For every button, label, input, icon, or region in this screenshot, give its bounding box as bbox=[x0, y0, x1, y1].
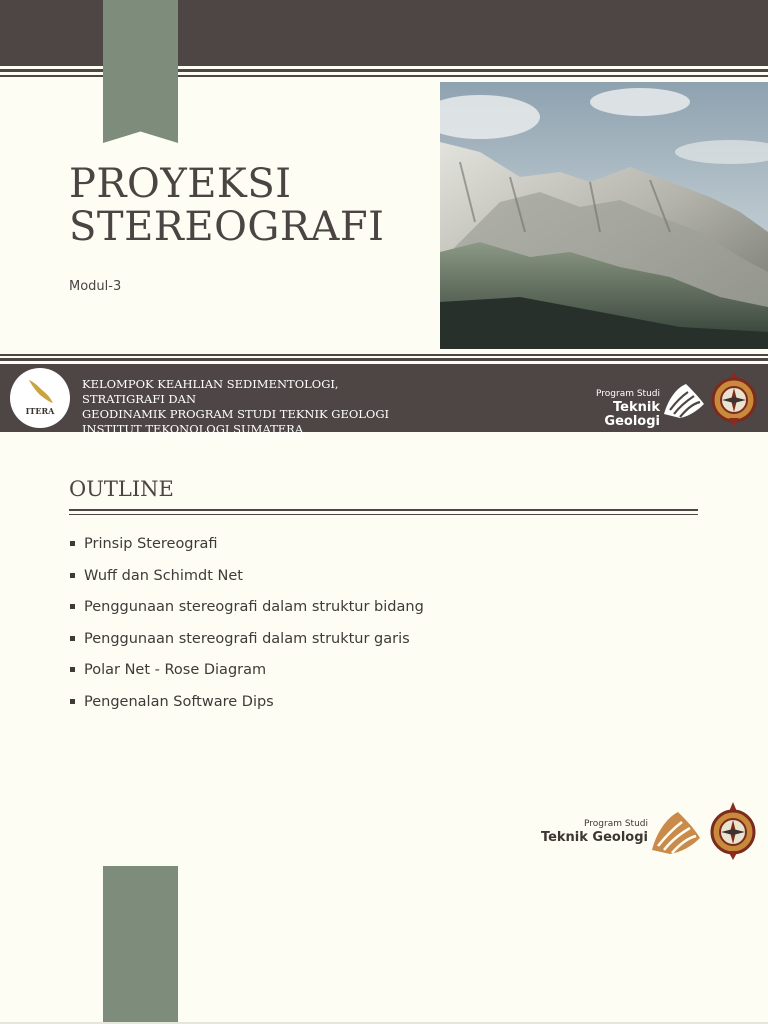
itera-logo bbox=[10, 368, 70, 428]
program-label-dark: Program Studi Teknik Geologi bbox=[540, 819, 648, 845]
list-item: Pengenalan Software Dips bbox=[70, 692, 430, 712]
outline-heading: OUTLINE bbox=[69, 477, 174, 501]
bookmark-ribbon-bottom bbox=[103, 866, 178, 1024]
list-item: Penggunaan stereografi dalam struktur garis bbox=[70, 629, 430, 649]
footer-rule-bottom bbox=[0, 358, 768, 361]
sumatra-map-icon bbox=[26, 376, 56, 406]
compass-emblem-icon bbox=[709, 371, 759, 427]
outline-list bbox=[70, 534, 430, 723]
slide-subtitle: Modul-3 bbox=[69, 279, 122, 294]
compass-emblem-icon bbox=[708, 802, 758, 860]
list-item: Wuff dan Schimdt Net bbox=[70, 566, 430, 586]
slide-title: PROYEKSI STEREOGRAFI bbox=[69, 161, 385, 250]
institution-text: KELOMPOK KEAHLIAN SEDIMENTOLOGI, STRATIGRAFI DAN GEODINAMIK PROGRAM STUDI TEKNIK GEOLOGI INSTITUT TEKONOLOGI SUMATERA bbox=[82, 377, 390, 436]
footer-rule-top bbox=[0, 354, 768, 356]
list-item: Polar Net - Rose Diagram bbox=[70, 660, 430, 680]
outline-rule-top bbox=[69, 509, 698, 511]
list-item: Prinsip Stereografi bbox=[70, 534, 430, 554]
teknik-geologi-logo-icon bbox=[650, 808, 702, 856]
outline-rule-bottom bbox=[69, 514, 698, 515]
teknik-geologi-logo-icon bbox=[662, 380, 706, 420]
itera-logo-text: ITERA bbox=[25, 406, 55, 416]
mountain-photo bbox=[440, 82, 768, 349]
bookmark-ribbon-top bbox=[103, 0, 178, 143]
list-item: Penggunaan stereografi dalam struktur bidang bbox=[70, 597, 430, 617]
program-label-light: Program Studi Teknik Geologi bbox=[596, 389, 660, 429]
